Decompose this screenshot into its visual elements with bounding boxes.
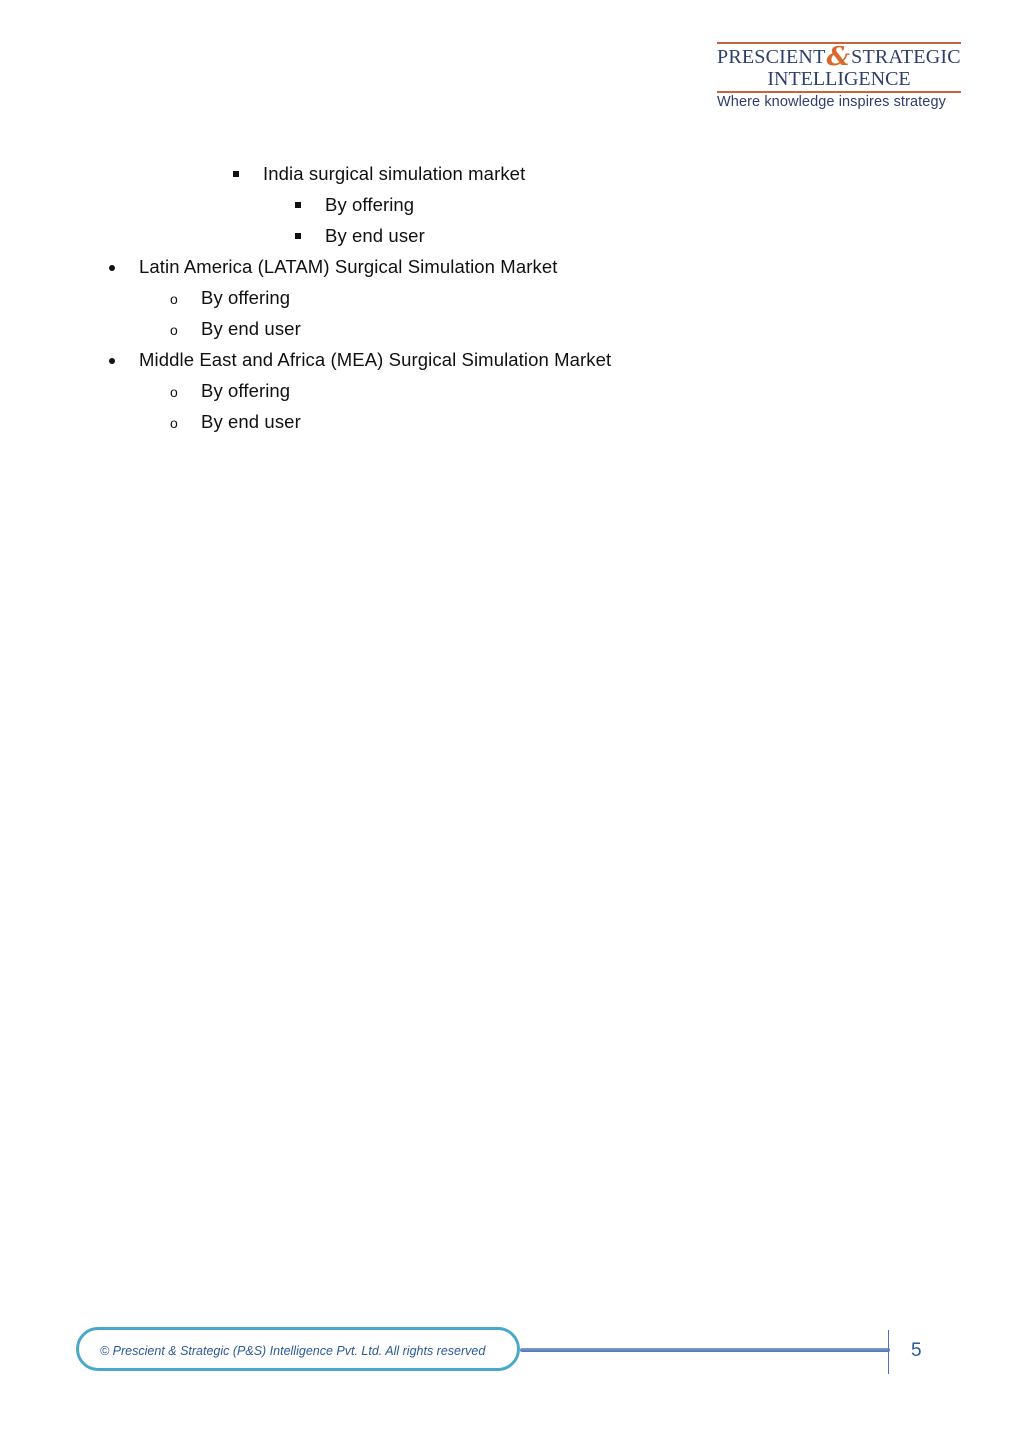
footer-copyright: © Prescient & Strategic (P&S) Intelligence Pvt. Ltd. All rights reserved <box>100 1344 486 1358</box>
circle-bullet-icon: o <box>170 415 178 431</box>
logo-ampersand: & <box>826 42 851 72</box>
circle-bullet-icon: o <box>170 322 178 338</box>
list-item-mea-market: Middle East and Africa (MEA) Surgical Simulation Market <box>139 349 612 370</box>
disc-bullet-icon <box>109 358 115 364</box>
square-bullet-icon <box>233 171 239 177</box>
circle-bullet-icon: o <box>170 384 178 400</box>
footer-divider <box>888 1330 889 1374</box>
list-item-latam-by-end-user: By end user <box>201 318 301 339</box>
disc-bullet-icon <box>109 265 115 271</box>
square-bullet-icon <box>295 202 301 208</box>
list-item-india-market: India surgical simulation market <box>263 163 526 184</box>
list-item-india-by-end-user: By end user <box>325 225 425 246</box>
logo-bottom-rule <box>717 91 961 93</box>
footer-rule <box>520 1348 890 1352</box>
logo-tagline: Where knowledge inspires strategy <box>717 94 946 110</box>
list-item-india-by-offering: By offering <box>325 194 415 215</box>
list-item-latam-by-offering: By offering <box>201 287 291 308</box>
list-item-mea-by-end-user: By end user <box>201 411 301 432</box>
circle-bullet-icon: o <box>170 291 178 307</box>
logo-word-strategic: STRATEGIC <box>851 46 961 68</box>
logo-word-intelligence: INTELLIGENCE <box>767 68 911 90</box>
logo-line-1 <box>717 42 963 72</box>
list-item-latam-market: Latin America (LATAM) Surgical Simulation Market <box>139 256 558 277</box>
logo-word-prescient: PRESCIENT <box>717 46 826 68</box>
list-item-mea-by-offering: By offering <box>201 380 291 401</box>
page-number: 5 <box>911 1340 922 1361</box>
company-logo <box>717 42 963 110</box>
square-bullet-icon <box>295 233 301 239</box>
